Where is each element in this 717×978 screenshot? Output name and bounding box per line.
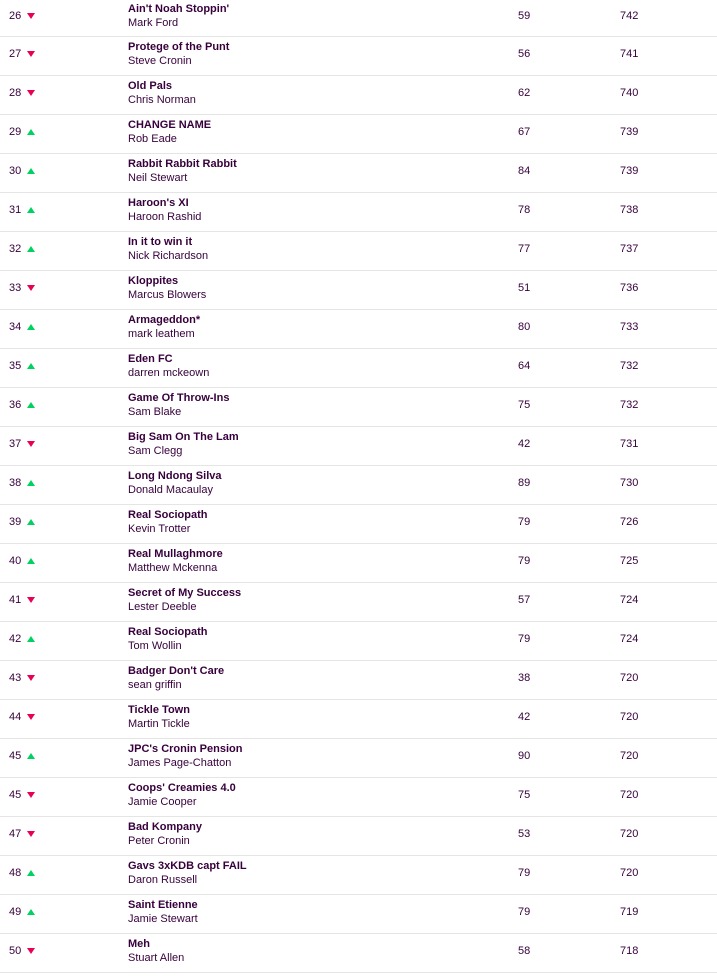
team-name-link[interactable]: Protege of the Punt <box>128 41 230 53</box>
manager-name: Jamie Stewart <box>128 913 198 925</box>
triangle-up-icon <box>27 246 35 252</box>
total-points: 730 <box>620 477 639 489</box>
team-name-link[interactable]: Kloppites <box>128 275 179 287</box>
rank-cell <box>9 633 35 645</box>
rank-number: 38 <box>9 477 22 489</box>
team-cell <box>128 2 229 30</box>
team-cell <box>128 79 196 107</box>
table-row[interactable] <box>0 583 717 622</box>
table-row[interactable] <box>0 739 717 778</box>
rank-number: 42 <box>9 633 22 645</box>
total-points: 724 <box>620 594 639 606</box>
manager-name: Nick Richardson <box>128 250 209 262</box>
team-cell <box>128 118 211 146</box>
table-row[interactable] <box>0 778 717 817</box>
team-name-link[interactable]: Saint Etienne <box>128 899 198 911</box>
gameweek-points: 77 <box>518 243 531 255</box>
total-points: 732 <box>620 399 639 411</box>
gameweek-points: 75 <box>518 789 531 801</box>
triangle-up-icon <box>27 324 35 330</box>
rank-cell <box>9 750 35 762</box>
gameweek-points: 67 <box>518 126 531 138</box>
rank-number: 31 <box>9 204 22 216</box>
rank-cell <box>9 321 35 333</box>
team-name-link[interactable]: Meh <box>128 938 150 950</box>
team-cell <box>128 508 207 536</box>
total-points: 733 <box>620 321 639 333</box>
gameweek-points: 79 <box>518 867 531 879</box>
total-points: 718 <box>620 945 639 957</box>
table-row[interactable] <box>0 427 717 466</box>
total-points: 720 <box>620 750 639 762</box>
rank-number: 47 <box>9 828 22 840</box>
team-name-link[interactable]: Badger Don't Care <box>128 665 225 677</box>
team-name-link[interactable]: Bad Kompany <box>128 821 202 833</box>
team-name-link[interactable]: Ain't Noah Stoppin' <box>128 3 230 15</box>
team-cell <box>128 781 236 809</box>
rank-number: 41 <box>9 594 22 606</box>
manager-name: Chris Norman <box>128 94 196 106</box>
rank-number: 39 <box>9 516 22 528</box>
manager-name: Jamie Cooper <box>128 796 197 808</box>
total-points: 739 <box>620 165 639 177</box>
triangle-down-icon <box>27 441 35 447</box>
gameweek-points: 79 <box>518 906 531 918</box>
rank-cell <box>9 126 35 138</box>
team-cell <box>128 40 229 68</box>
total-points: 720 <box>620 711 639 723</box>
rank-number: 34 <box>9 321 22 333</box>
rank-cell <box>9 204 35 216</box>
total-points: 736 <box>620 282 639 294</box>
team-cell <box>128 235 208 263</box>
manager-name: Sam Clegg <box>128 445 183 457</box>
gameweek-points: 78 <box>518 204 531 216</box>
team-cell <box>128 742 242 770</box>
total-points: 725 <box>620 555 639 567</box>
rank-number: 45 <box>9 789 22 801</box>
team-cell <box>128 157 237 185</box>
manager-name: Haroon Rashid <box>128 211 202 223</box>
table-row[interactable] <box>0 115 717 154</box>
triangle-up-icon <box>27 636 35 642</box>
team-cell <box>128 859 247 887</box>
team-name-link[interactable]: Old Pals <box>128 80 173 92</box>
triangle-down-icon <box>27 597 35 603</box>
manager-name: Marcus Blowers <box>128 289 207 301</box>
table-row[interactable] <box>0 154 717 193</box>
rank-number: 35 <box>9 360 22 372</box>
total-points: 726 <box>620 516 639 528</box>
triangle-down-icon <box>27 675 35 681</box>
rank-number: 49 <box>9 906 22 918</box>
gameweek-points: 75 <box>518 399 531 411</box>
table-row[interactable] <box>0 856 717 895</box>
total-points: 741 <box>620 48 639 60</box>
table-row[interactable] <box>0 310 717 349</box>
manager-name: Neil Stewart <box>128 172 188 184</box>
total-points: 720 <box>620 789 639 801</box>
team-name-link[interactable]: Real Sociopath <box>128 509 208 521</box>
rank-cell <box>9 711 35 723</box>
team-cell <box>128 703 190 731</box>
triangle-up-icon <box>27 519 35 525</box>
rank-number: 40 <box>9 555 22 567</box>
total-points: 720 <box>620 828 639 840</box>
rank-number: 37 <box>9 438 22 450</box>
gameweek-points: 79 <box>518 555 531 567</box>
triangle-up-icon <box>27 168 35 174</box>
manager-name: Daron Russell <box>128 874 198 886</box>
manager-name: Mark Ford <box>128 17 179 29</box>
triangle-down-icon <box>27 51 35 57</box>
table-row[interactable] <box>0 0 717 37</box>
gameweek-points: 79 <box>518 633 531 645</box>
rank-number: 27 <box>9 48 22 60</box>
triangle-down-icon <box>27 792 35 798</box>
team-name-link[interactable]: In it to win it <box>128 236 193 248</box>
manager-name: Matthew Mckenna <box>128 562 218 574</box>
rank-cell <box>9 789 35 801</box>
rank-number: 30 <box>9 165 22 177</box>
team-cell <box>128 391 229 419</box>
triangle-down-icon <box>27 831 35 837</box>
gameweek-points: 84 <box>518 165 531 177</box>
table-row[interactable] <box>0 193 717 232</box>
rank-cell <box>9 516 35 528</box>
table-row[interactable] <box>0 232 717 271</box>
table-row[interactable] <box>0 661 717 700</box>
rank-number: 28 <box>9 87 22 99</box>
table-row[interactable] <box>0 934 717 973</box>
rank-number: 33 <box>9 282 22 294</box>
team-name-link[interactable]: CHANGE NAME <box>128 119 212 131</box>
gameweek-points: 62 <box>518 87 531 99</box>
manager-name: darren mckeown <box>128 367 210 379</box>
manager-name: Sam Blake <box>128 406 182 418</box>
rank-cell <box>9 48 35 60</box>
gameweek-points: 42 <box>518 711 531 723</box>
table-row[interactable] <box>0 76 717 115</box>
gameweek-points: 42 <box>518 438 531 450</box>
rank-number: 44 <box>9 711 22 723</box>
team-name-link[interactable]: Gavs 3xKDB capt FAIL <box>128 860 247 872</box>
rank-cell <box>9 282 35 294</box>
triangle-up-icon <box>27 870 35 876</box>
total-points: 740 <box>620 87 639 99</box>
team-name-link[interactable]: Eden FC <box>128 353 173 365</box>
triangle-up-icon <box>27 753 35 759</box>
gameweek-points: 57 <box>518 594 531 606</box>
team-name-link[interactable]: Long Ndong Silva <box>128 470 222 482</box>
gameweek-points: 89 <box>518 477 531 489</box>
rank-cell <box>9 672 35 684</box>
total-points: 724 <box>620 633 639 645</box>
gameweek-points: 80 <box>518 321 531 333</box>
manager-name: Lester Deeble <box>128 601 197 613</box>
rank-cell <box>9 243 35 255</box>
team-name-link[interactable]: Rabbit Rabbit Rabbit <box>128 158 237 170</box>
rank-cell <box>9 594 35 606</box>
rank-cell <box>9 438 35 450</box>
rank-number: 29 <box>9 126 22 138</box>
team-name-link[interactable]: JPC's Cronin Pension <box>128 743 243 755</box>
manager-name: Donald Macaulay <box>128 484 213 496</box>
manager-name: sean griffin <box>128 679 182 691</box>
team-cell <box>128 547 223 575</box>
rank-cell <box>9 945 35 957</box>
team-name-link[interactable]: Real Mullaghmore <box>128 548 223 560</box>
team-cell <box>128 313 200 341</box>
team-name-link[interactable]: Game Of Throw-Ins <box>128 392 230 404</box>
rank-number: 36 <box>9 399 22 411</box>
team-name-link[interactable]: Secret of My Success <box>128 587 242 599</box>
table-row[interactable] <box>0 271 717 310</box>
manager-name: Peter Cronin <box>128 835 190 847</box>
total-points: 732 <box>620 360 639 372</box>
rank-cell <box>9 165 35 177</box>
table-row[interactable] <box>0 388 717 427</box>
manager-name: Kevin Trotter <box>128 523 191 535</box>
rank-cell <box>9 867 35 879</box>
team-name-link[interactable]: Tickle Town <box>128 704 190 716</box>
table-row[interactable] <box>0 544 717 583</box>
total-points: 720 <box>620 867 639 879</box>
gameweek-points: 64 <box>518 360 531 372</box>
total-points: 720 <box>620 672 639 684</box>
total-points: 737 <box>620 243 639 255</box>
triangle-down-icon <box>27 13 35 19</box>
table-row[interactable] <box>0 895 717 934</box>
triangle-down-icon <box>27 285 35 291</box>
triangle-up-icon <box>27 480 35 486</box>
rank-cell <box>9 10 35 22</box>
manager-name: mark leathem <box>128 328 195 340</box>
team-name-link[interactable]: Big Sam On The Lam <box>128 431 239 443</box>
total-points: 738 <box>620 204 639 216</box>
triangle-up-icon <box>27 129 35 135</box>
gameweek-points: 51 <box>518 282 531 294</box>
team-cell <box>128 352 209 380</box>
gameweek-points: 59 <box>518 10 531 22</box>
manager-name: Stuart Allen <box>128 952 185 964</box>
gameweek-points: 58 <box>518 945 531 957</box>
gameweek-points: 56 <box>518 48 531 60</box>
triangle-down-icon <box>27 948 35 954</box>
total-points: 731 <box>620 438 639 450</box>
gameweek-points: 79 <box>518 516 531 528</box>
table-row[interactable] <box>0 349 717 388</box>
triangle-up-icon <box>27 207 35 213</box>
table-row[interactable] <box>0 700 717 739</box>
triangle-up-icon <box>27 402 35 408</box>
team-cell <box>128 196 201 224</box>
triangle-up-icon <box>27 558 35 564</box>
team-name-link[interactable]: Real Sociopath <box>128 626 208 638</box>
manager-name: Martin Tickle <box>128 718 190 730</box>
triangle-up-icon <box>27 363 35 369</box>
total-points: 739 <box>620 126 639 138</box>
table-row[interactable] <box>0 37 717 76</box>
table-row[interactable] <box>0 817 717 856</box>
rank-cell <box>9 87 35 99</box>
rank-cell <box>9 477 35 489</box>
rank-cell <box>9 360 35 372</box>
rank-number: 32 <box>9 243 22 255</box>
manager-name: James Page-Chatton <box>128 757 232 769</box>
rank-number: 43 <box>9 672 22 684</box>
team-name-link[interactable]: Armageddon* <box>128 314 201 326</box>
triangle-down-icon <box>27 714 35 720</box>
manager-name: Steve Cronin <box>128 55 192 67</box>
team-cell <box>128 820 202 848</box>
total-points: 742 <box>620 10 639 22</box>
rank-cell <box>9 828 35 840</box>
rank-cell <box>9 555 35 567</box>
team-cell <box>128 274 206 302</box>
table-row[interactable] <box>0 466 717 505</box>
team-cell <box>128 625 207 653</box>
table-row[interactable] <box>0 622 717 661</box>
manager-name: Rob Eade <box>128 133 177 145</box>
rank-number: 26 <box>9 10 22 22</box>
team-name-link[interactable]: Coops' Creamies 4.0 <box>128 782 236 794</box>
manager-name: Tom Wollin <box>128 640 182 652</box>
team-name-link[interactable]: Haroon's XI <box>128 197 189 209</box>
rank-number: 48 <box>9 867 22 879</box>
table-row[interactable] <box>0 505 717 544</box>
gameweek-points: 38 <box>518 672 531 684</box>
rank-number: 50 <box>9 945 22 957</box>
team-cell <box>128 430 239 458</box>
gameweek-points: 53 <box>518 828 531 840</box>
total-points: 719 <box>620 906 639 918</box>
gameweek-points: 90 <box>518 750 531 762</box>
rank-number: 45 <box>9 750 22 762</box>
team-cell <box>128 937 184 965</box>
team-cell <box>128 586 241 614</box>
team-cell <box>128 664 224 692</box>
rank-cell <box>9 399 35 411</box>
team-cell <box>128 898 198 926</box>
triangle-down-icon <box>27 90 35 96</box>
rank-cell <box>9 906 35 918</box>
team-cell <box>128 469 222 497</box>
triangle-up-icon <box>27 909 35 915</box>
